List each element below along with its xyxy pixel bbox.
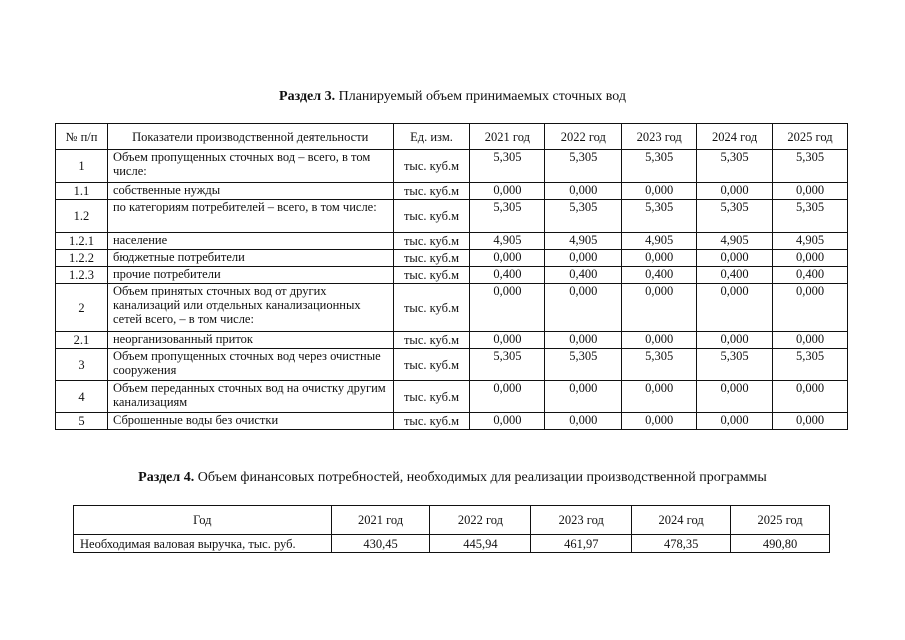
value-cell: 0,400 bbox=[622, 267, 697, 284]
value-cell: 5,305 bbox=[773, 150, 848, 183]
value-cell: 0,000 bbox=[773, 381, 848, 413]
value-cell: 0,000 bbox=[470, 183, 545, 200]
row-number: 1.2.1 bbox=[56, 233, 108, 250]
table-header-row bbox=[56, 124, 848, 150]
value-cell: 0,000 bbox=[697, 381, 773, 413]
value-cell: 5,305 bbox=[697, 200, 773, 233]
column-header: 2024 год bbox=[697, 124, 773, 150]
value-cell: 5,305 bbox=[697, 150, 773, 183]
indicator-name: по категориям потребителей – всего, в том числе: bbox=[107, 200, 393, 233]
value-cell: 5,305 bbox=[773, 200, 848, 233]
section4-title-text: Объем финансовых потребностей, необходимых для реализации производственной программы bbox=[194, 470, 767, 485]
column-header: 2023 год bbox=[622, 124, 697, 150]
table-row bbox=[56, 183, 848, 200]
indicator-name: бюджетные потребители bbox=[107, 250, 393, 267]
value-cell: 0,400 bbox=[697, 267, 773, 284]
column-header: 2021 год bbox=[470, 124, 545, 150]
value-cell: 0,000 bbox=[697, 250, 773, 267]
financial-needs-table bbox=[73, 505, 830, 553]
column-header: 2023 год bbox=[531, 506, 632, 535]
value-cell: 0,400 bbox=[470, 267, 545, 284]
unit-cell: тыс. куб.м bbox=[393, 150, 470, 183]
value-cell: 5,305 bbox=[470, 200, 545, 233]
unit-cell: тыс. куб.м bbox=[393, 200, 470, 233]
row-number: 1 bbox=[56, 150, 108, 183]
value-cell: 5,305 bbox=[545, 200, 622, 233]
table-row bbox=[56, 200, 848, 233]
indicator-name: Сброшенные воды без очистки bbox=[107, 413, 393, 430]
value-cell: 461,97 bbox=[531, 535, 632, 553]
section4-title-bold: Раздел 4. bbox=[138, 470, 195, 485]
value-cell: 0,000 bbox=[470, 413, 545, 430]
column-header: 2024 год bbox=[632, 506, 731, 535]
table-row bbox=[56, 284, 848, 332]
value-cell: 0,000 bbox=[697, 183, 773, 200]
value-cell: 5,305 bbox=[697, 349, 773, 381]
value-cell: 4,905 bbox=[470, 233, 545, 250]
table-header-row bbox=[74, 506, 830, 535]
value-cell: 0,000 bbox=[773, 284, 848, 332]
value-cell: 4,905 bbox=[545, 233, 622, 250]
column-header: Год bbox=[74, 506, 332, 535]
column-header: Показатели производственной деятельности bbox=[107, 124, 393, 150]
value-cell: 490,80 bbox=[731, 535, 830, 553]
unit-cell: тыс. куб.м bbox=[393, 284, 470, 332]
value-cell: 0,000 bbox=[470, 332, 545, 349]
value-cell: 4,905 bbox=[773, 233, 848, 250]
value-cell: 4,905 bbox=[622, 233, 697, 250]
value-cell: 0,000 bbox=[545, 381, 622, 413]
value-cell: 0,000 bbox=[622, 284, 697, 332]
row-number: 1.2.3 bbox=[56, 267, 108, 284]
section4-heading bbox=[0, 470, 905, 486]
value-cell: 0,000 bbox=[470, 284, 545, 332]
value-cell: 5,305 bbox=[622, 150, 697, 183]
indicator-name: Объем принятых сточных вод от других канализаций или отдельных канализационных сетей всего, – в том числе: bbox=[107, 284, 393, 332]
unit-cell: тыс. куб.м bbox=[393, 267, 470, 284]
table-body bbox=[56, 150, 848, 430]
column-header: 2021 год bbox=[331, 506, 430, 535]
unit-cell: тыс. куб.м bbox=[393, 250, 470, 267]
value-cell: 430,45 bbox=[331, 535, 430, 553]
value-cell: 0,000 bbox=[470, 250, 545, 267]
row-number: 1.2.2 bbox=[56, 250, 108, 267]
value-cell: 0,000 bbox=[545, 413, 622, 430]
value-cell: 5,305 bbox=[622, 349, 697, 381]
value-cell: 4,905 bbox=[697, 233, 773, 250]
row-number: 1.1 bbox=[56, 183, 108, 200]
indicator-name: население bbox=[107, 233, 393, 250]
table-row bbox=[56, 381, 848, 413]
indicator-name: собственные нужды bbox=[107, 183, 393, 200]
value-cell: 0,000 bbox=[773, 332, 848, 349]
column-header: 2022 год bbox=[545, 124, 622, 150]
row-label: Необходимая валовая выручка, тыс. руб. bbox=[74, 535, 332, 553]
row-number: 2 bbox=[56, 284, 108, 332]
value-cell: 0,000 bbox=[697, 413, 773, 430]
value-cell: 0,000 bbox=[697, 332, 773, 349]
table-row bbox=[56, 150, 848, 183]
value-cell: 5,305 bbox=[470, 150, 545, 183]
row-number: 4 bbox=[56, 381, 108, 413]
value-cell: 0,000 bbox=[545, 183, 622, 200]
row-number: 1.2 bbox=[56, 200, 108, 233]
value-cell: 478,35 bbox=[632, 535, 731, 553]
value-cell: 0,000 bbox=[545, 284, 622, 332]
column-header: Ед. изм. bbox=[393, 124, 470, 150]
value-cell: 5,305 bbox=[622, 200, 697, 233]
row-number: 2.1 bbox=[56, 332, 108, 349]
indicator-name: Объем пропущенных сточных вод через очистные сооружения bbox=[107, 349, 393, 381]
column-header: № п/п bbox=[56, 124, 108, 150]
value-cell: 0,000 bbox=[622, 250, 697, 267]
value-cell: 0,000 bbox=[697, 284, 773, 332]
value-cell: 0,000 bbox=[545, 332, 622, 349]
value-cell: 0,000 bbox=[470, 381, 545, 413]
value-cell: 5,305 bbox=[470, 349, 545, 381]
indicator-name: Объем переданных сточных вод на очистку другим канализациям bbox=[107, 381, 393, 413]
value-cell: 0,400 bbox=[545, 267, 622, 284]
unit-cell: тыс. куб.м bbox=[393, 332, 470, 349]
value-cell: 0,000 bbox=[773, 413, 848, 430]
column-header: 2025 год bbox=[731, 506, 830, 535]
column-header: 2022 год bbox=[430, 506, 531, 535]
table-row bbox=[56, 233, 848, 250]
unit-cell: тыс. куб.м bbox=[393, 349, 470, 381]
row-number: 3 bbox=[56, 349, 108, 381]
value-cell: 5,305 bbox=[773, 349, 848, 381]
indicator-name: прочие потребители bbox=[107, 267, 393, 284]
row-number: 5 bbox=[56, 413, 108, 430]
section3-title-text: Планируемый объем принимаемых сточных вод bbox=[335, 89, 626, 104]
unit-cell: тыс. куб.м bbox=[393, 413, 470, 430]
indicator-name: неорганизованный приток bbox=[107, 332, 393, 349]
table-row bbox=[56, 250, 848, 267]
value-cell: 0,000 bbox=[622, 381, 697, 413]
unit-cell: тыс. куб.м bbox=[393, 381, 470, 413]
table-row bbox=[74, 535, 830, 553]
value-cell: 0,000 bbox=[622, 332, 697, 349]
indicator-name: Объем пропущенных сточных вод – всего, в том числе: bbox=[107, 150, 393, 183]
value-cell: 5,305 bbox=[545, 150, 622, 183]
value-cell: 0,000 bbox=[622, 413, 697, 430]
section3-heading bbox=[0, 89, 905, 105]
table-row bbox=[56, 267, 848, 284]
unit-cell: тыс. куб.м bbox=[393, 183, 470, 200]
table-row bbox=[56, 349, 848, 381]
column-header: 2025 год bbox=[773, 124, 848, 150]
value-cell: 0,000 bbox=[773, 250, 848, 267]
value-cell: 5,305 bbox=[545, 349, 622, 381]
unit-cell: тыс. куб.м bbox=[393, 233, 470, 250]
value-cell: 0,000 bbox=[545, 250, 622, 267]
value-cell: 0,000 bbox=[622, 183, 697, 200]
section3-title-bold: Раздел 3. bbox=[279, 89, 336, 104]
table-row bbox=[56, 332, 848, 349]
value-cell: 0,000 bbox=[773, 183, 848, 200]
wastewater-volume-table bbox=[55, 123, 848, 430]
table-row bbox=[56, 413, 848, 430]
value-cell: 445,94 bbox=[430, 535, 531, 553]
value-cell: 0,400 bbox=[773, 267, 848, 284]
